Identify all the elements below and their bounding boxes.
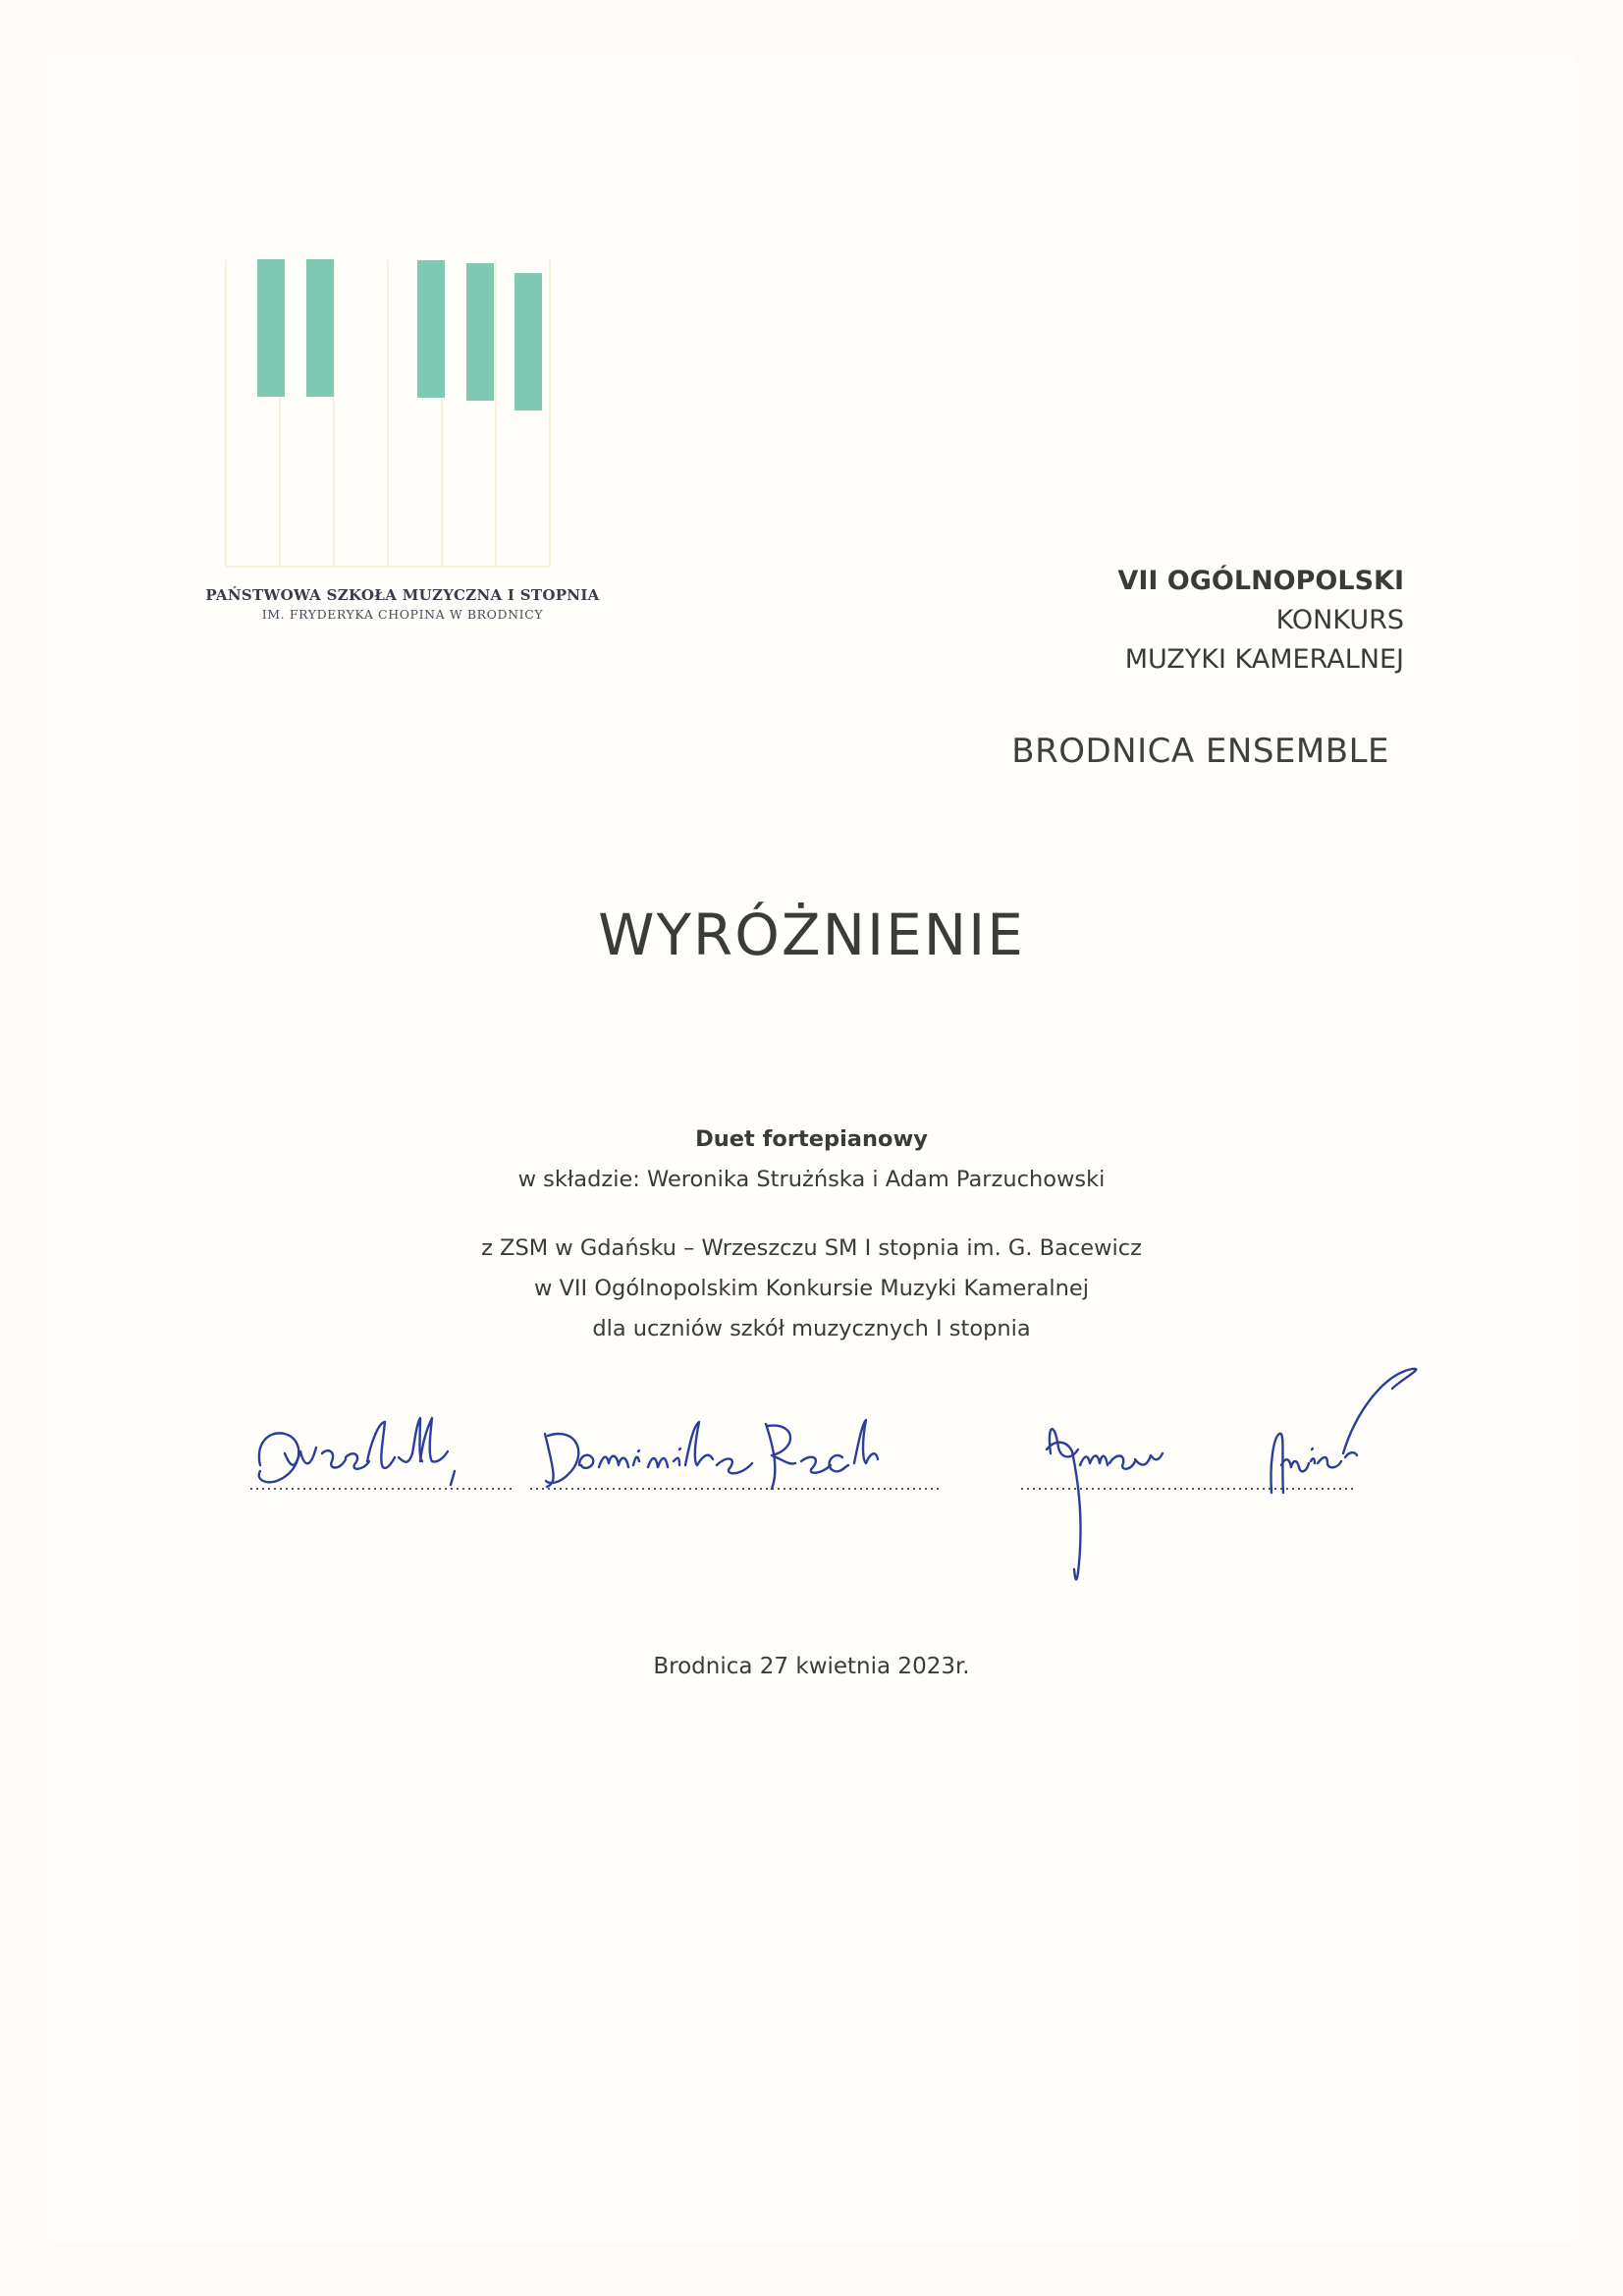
award-group: Duet fortepianowy: [695, 1126, 928, 1152]
piano-keys-logo-icon: [196, 250, 609, 584]
signature-3: [1047, 1369, 1416, 1580]
award-title: WYRÓŻNIENIE: [598, 902, 1025, 968]
contest-subject: MUZYKI KAMERALNEJ: [1124, 644, 1404, 675]
school-name-line2: IM. FRYDERYKA CHOPINA W BRODNICY: [261, 607, 544, 622]
school-name-line1: PAŃSTWOWA SZKOŁA MUZYCZNA I STOPNIA: [205, 586, 600, 604]
ensemble-name: BRODNICA ENSEMBLE: [1011, 732, 1389, 771]
award-contest: w VII Ogólnopolskim Konkursie Muzyki Kameralnej: [533, 1276, 1090, 1301]
award-audience: dla uczniów szkół muzycznych I stopnia: [592, 1316, 1031, 1341]
contest-heading: [1117, 562, 1404, 680]
signatures-area: [216, 1355, 1424, 1591]
signature-1: [259, 1418, 455, 1485]
school-logo: [196, 250, 609, 633]
issue-date: Brodnica 27 kwietnia 2023r.: [653, 1654, 970, 1679]
award-school: z ZSM w Gdańsku – Wrzeszczu SM I stopnia im. G. Bacewicz: [481, 1235, 1142, 1261]
contest-edition: VII OGÓLNOPOLSKI: [1117, 566, 1404, 596]
award-members: w składzie: Weronika Strużńska i Adam Parzuchowski: [517, 1167, 1106, 1192]
signature-2: [545, 1420, 878, 1489]
contest-type: KONKURS: [1275, 605, 1404, 635]
signatures-graphic: [216, 1355, 1424, 1591]
